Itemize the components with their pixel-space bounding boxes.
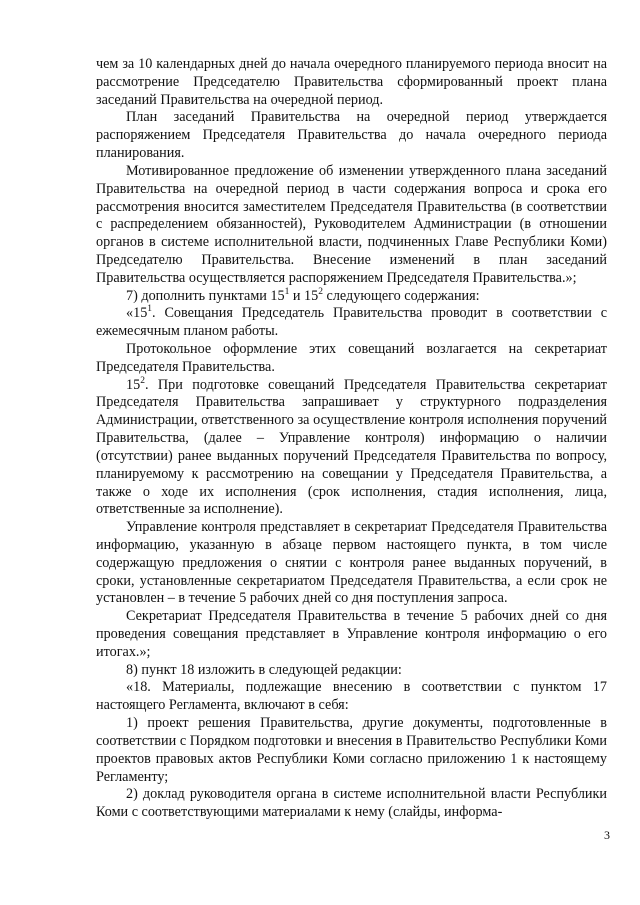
text-run: 15: [126, 376, 141, 393]
superscript: 2: [318, 286, 323, 297]
text-run: . При подготовке совещаний Председателя Правительства секретариат Председателя Правительства запрашивает у структурного подразделения Администрации, ответственного за осуществление контроля исполнения поручений Правительства, (далее – Управление контроля) информацию о наличии (отсутствии) ранее выданных поручений Председателя Правительства по вопросу, планируемому к рассмотрению на совещании у Председателя Правительства, а также о ходе их исполнения (срок исполнения, стадия исполнения, лица, ответственные за исполнение).: [96, 376, 607, 518]
paragraph-item-7: [96, 288, 607, 306]
paragraph-plan-change: Мотивированное предложение об изменении утвержденного плана заседаний Правительства на очередной период в части содержания вопроса и срока его рассмотрения вносится заместителем Председателя Правительства (в соответствии с распределением обязанностей), Руководителем Администрации (в отношении органов в системе исполнительной власти, подчиненных Главе Республики Коми) Председателю Правительства. Внесение изменений в план заседаний Правительства осуществляется распоряжением Председателя Правительства.»;: [96, 162, 607, 286]
paragraph-item-15-2: [96, 377, 607, 520]
text-run: и 15: [289, 287, 319, 304]
paragraph-control-info: Управление контроля представляет в секретариат Председателя Правительства информацию, указанную в абзаце первом настоящего пункта, в том числе содержащую предложения о снятии с контроля ранее выданных поручений, в сроки, установленные секретариатом Председателя Правительства, а если срок не установлен – в течение 5 рабочих дней со дня поступления запроса.: [96, 519, 607, 607]
paragraph-secretariat: Секретариат Председателя Правительства в течение 5 рабочих дней со дня проведения совещания представляет в Управление контроля информацию о его итогах.»;: [96, 608, 607, 660]
paragraph-subitem-2: 2) доклад руководителя органа в системе исполнительной власти Республики Коми с соответствующими материалами к нему (слайды, информа-: [96, 786, 607, 821]
text-run: «15: [126, 305, 148, 322]
document-body: [96, 56, 607, 822]
paragraph-item-15-1: [96, 305, 607, 341]
paragraph-item-8: 8) пункт 18 изложить в следующей редакции:: [126, 661, 402, 678]
text-run: . Совещания Председатель Правительства проводит в соответствии с ежемесячным планом работы.: [96, 305, 607, 340]
page-number: 3: [604, 828, 610, 842]
paragraph-plan-submission: чем за 10 календарных дней до начала очередного планируемого периода вносит на рассмотрение Председателю Правительства сформированный проект плана заседаний Правительства на очередной период.: [96, 56, 607, 108]
superscript: 2: [140, 375, 145, 386]
paragraph-subitem-1: 1) проект решения Правительства, другие документы, подготовленные в соответствии с Порядком подготовки и внесения в Правительство Республики Коми проектов правовых актов Республики Коми согласно приложению 1 к настоящему Регламенту;: [96, 715, 607, 785]
text-run: следующего содержания:: [323, 287, 480, 304]
paragraph-protocol: Протокольное оформление этих совещаний возлагается на секретариат Председателя Правительства.: [96, 341, 607, 375]
superscript: 1: [284, 286, 290, 297]
text-run: 7) дополнить пунктами 15: [126, 287, 285, 304]
paragraph-item-18: «18. Материалы, подлежащие внесению в соответствии с пунктом 17 настоящего Регламента, включают в себя:: [96, 679, 607, 714]
paragraph-plan-approval: План заседаний Правительства на очередной период утверждается распоряжением Председателя Правительства до начала очередного периода планирования.: [96, 109, 607, 162]
superscript: 1: [147, 304, 153, 315]
